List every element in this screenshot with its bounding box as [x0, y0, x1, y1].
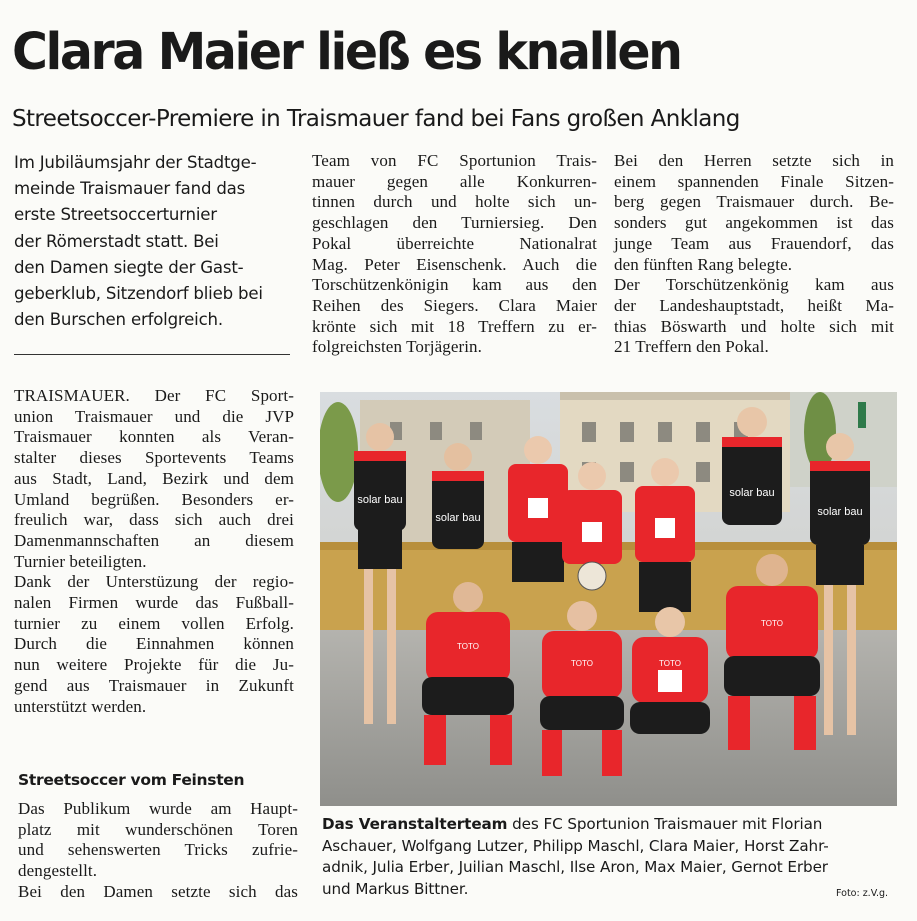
- lead-line: den Damen siegte der Gast-: [14, 257, 244, 277]
- body-line: 21 Treffern den Pokal.: [614, 337, 769, 357]
- svg-text:TOTO: TOTO: [761, 619, 783, 628]
- body-line: folgreichsten Torjägerin.: [312, 337, 482, 357]
- body-line: freulich war, dass sich auch drei: [14, 510, 294, 530]
- body-line: thias Böswarth und holte sich mit: [614, 316, 894, 336]
- body-line: tinnen durch und holte sich un-: [312, 192, 597, 212]
- body-line: Das Publikum wurde am Haupt-: [18, 799, 298, 818]
- body-line: Damenmannschaften an diesem: [14, 530, 294, 550]
- svg-text:solar bau: solar bau: [357, 494, 403, 506]
- body-column-1: [14, 386, 294, 717]
- body-line: aus Stadt, Land, Bezirk und dem: [14, 468, 294, 488]
- signpost: [858, 402, 866, 428]
- body-line: sonders gut angekommen ist das: [614, 213, 894, 233]
- body-line: krönte sich mit 18 Treffern zu er-: [312, 316, 597, 336]
- body-line: Team von FC Sportunion Trais-: [312, 151, 597, 170]
- body-line: Bei den Damen setzte sich das: [18, 881, 298, 901]
- svg-text:solar bau: solar bau: [817, 506, 863, 518]
- subheadline: Streetsoccer-Premiere in Traismauer fand bei Fans großen Anklang: [12, 106, 740, 132]
- body-line: Traismauer konnten als Veran-: [14, 427, 294, 447]
- body-line: Pokal überreichte Nationalrat: [312, 233, 597, 253]
- svg-text:TOTO: TOTO: [571, 659, 593, 668]
- lead-line: den Burschen erfolgreich.: [14, 310, 223, 330]
- body-column-1-continued: [18, 799, 298, 903]
- caption-line: und Markus Bittner.: [322, 879, 469, 898]
- svg-text:TOTO: TOTO: [659, 659, 681, 668]
- body-line: Mag. Peter Eisenschenk. Auch die: [312, 254, 597, 274]
- body-column-3: [614, 151, 894, 358]
- photo-credit: Foto: z.V.g.: [836, 888, 889, 899]
- lead-line: meinde Traismauer fand das: [14, 179, 246, 199]
- body-line: den fünften Rang belegte.: [614, 254, 793, 274]
- body-line: Der Torschützenkönig kam aus: [614, 275, 894, 295]
- body-line: berg gegen Traismauer durch. Be-: [614, 192, 894, 212]
- body-line: Durch die Einnahmen können: [14, 634, 294, 654]
- svg-text:TOTO: TOTO: [457, 642, 479, 651]
- body-line: der Landeshauptstadt, heißt Ma-: [614, 295, 894, 315]
- svg-text:solar bau: solar bau: [435, 512, 481, 524]
- body-line: und sehenswerten Tricks zufrie-: [18, 840, 298, 860]
- caption-lead: Das Veranstalterteam: [322, 815, 508, 833]
- body-line: dengestellt.: [18, 861, 98, 881]
- body-line: platz mit wunderschönen Toren: [18, 819, 298, 839]
- body-line: einem spannenden Finale Sitzen-: [614, 171, 894, 191]
- body-line: Reihen des Siegers. Clara Maier: [312, 295, 597, 315]
- body-line: stalter dieses Sportevents Teams: [14, 448, 294, 468]
- body-line: geschlagen den Turniersieg. Den: [312, 213, 597, 233]
- lead-divider: [14, 354, 290, 355]
- body-line: Torschützenkönigin kam aus den: [312, 275, 597, 295]
- team-photo: [320, 392, 897, 806]
- body-line: Bei den Herren setzte sich in: [614, 151, 894, 170]
- body-line: junge Team aus Frauendorf, das: [614, 233, 894, 253]
- body-line: Dank der Unterstüzung der regio-: [14, 572, 294, 592]
- body-line: Umland begrüßen. Besonders er-: [14, 489, 294, 509]
- body-line: nun weitere Projekte für die Ju-: [14, 655, 294, 675]
- headline: Clara Maier ließ es knallen: [12, 23, 681, 82]
- body-column-2: [312, 151, 597, 358]
- body-line: unterstützt werden.: [14, 696, 147, 716]
- lead-line: erste Streetsoccerturnier: [14, 205, 217, 225]
- body-line: Turnier beteiligten.: [14, 551, 147, 571]
- svg-text:solar bau: solar bau: [729, 487, 775, 499]
- body-line: nalen Firmen wurde das Fußball-: [14, 593, 294, 613]
- caption-line: [322, 814, 900, 836]
- caption-line: Aschauer, Wolfgang Lutzer, Philipp Maschl, Clara Maier, Horst Zahr-: [322, 836, 829, 855]
- body-line: gend aus Traismauer in Zukunft: [14, 675, 294, 695]
- lead-line: Im Jubiläumsjahr der Stadtge-: [14, 153, 257, 172]
- section-subheading: Streetsoccer vom Feinsten: [18, 771, 245, 789]
- body-line: mauer gegen alle Konkurren-: [312, 171, 597, 191]
- caption-text: des FC Sportunion Traismauer mit Florian: [507, 815, 823, 833]
- lead-line: geberklub, Sitzendorf blieb bei: [14, 284, 263, 304]
- caption-line: adnik, Julia Erber, Juilian Maschl, Ilse Aron, Max Maier, Gernot Erber: [322, 858, 828, 877]
- lead-line: der Römerstadt statt. Bei: [14, 231, 219, 251]
- photo-caption: [322, 814, 900, 900]
- lead-paragraph: [14, 150, 286, 333]
- body-line: turnier zu einem vollen Erfolg.: [14, 613, 294, 633]
- body-line: TRAISMAUER. Der FC Sport-: [14, 386, 294, 405]
- body-line: union Traismauer und die JVP: [14, 406, 294, 426]
